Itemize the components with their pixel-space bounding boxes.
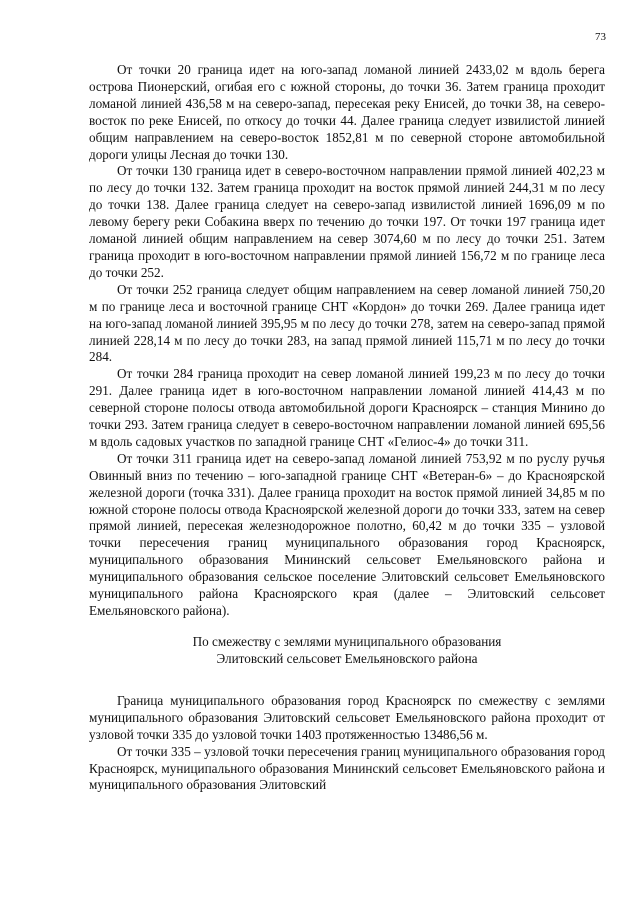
- paragraph: От точки 311 граница идет на северо-запад ломаной линией 753,92 м по руслу ручья Овинный вниз по течению – юго-западной границе СНТ «Ветеран-6» – до Красноярской железной дороги (точка 331). Далее граница проходит на восток прямой линией 34,85 м по южной стороне полосы отвода Красноярской железной дороги до точки 333, затем на север прямой линией, пересекая железнодорожное полотно, 60,42 м до точки 335 – узловой точки пересечения границ муниципального образования город Красноярск, муниципального образования Мининский сельсовет Емельяновского района и муниципального образования сельское поселение Элитовский сельсовет Емельяновского муниципального района Красноярского края (далее – Элитовский сельсовет Емельяновского района).: [89, 450, 605, 618]
- paragraph: Граница муниципального образования город Красноярск по смежеству с землями муниципального образования Элитовский сельсовет Емельяновского района проходит от узловой точки 335 до узловой точки 1403 протяженностью 13486,56 м.: [89, 692, 605, 742]
- section-heading: [89, 633, 605, 667]
- paragraph: От точки 130 граница идет в северо-восточном направлении прямой линией 402,23 м по лесу до точки 132. Затем граница проходит на восток прямой линией 244,31 м по лесу до точки 138. Далее граница следует на северо-запад извилистой линией 1696,09 м по левому берегу реки Собакина вверх по течению до точки 197. От точки 197 граница идет ломаной линией общим направлением на север 3074,60 м по лесу до точки 251. Затем граница проходит в юго-восточном направлении прямой линией 156,72 м по границе леса до точки 252.: [89, 163, 605, 280]
- section-heading-line-1: По смежеству с землями муниципального образования: [192, 633, 502, 649]
- paragraph: От точки 252 граница следует общим направлением на север ломаной линией 750,20 м по границе леса и восточной границе СНТ «Кордон» до точки 269. Далее граница идет на юго-запад ломаной линией 395,95 м по лесу до точки 278, затем на северо-запад прямой линией 228,14 м по лесу до точки 283, на запад прямой линией 115,71 м по лесу до точки 284.: [89, 281, 605, 365]
- paragraph: От точки 335 – узловой точки пересечения границ муниципального образования город Красноярск, муниципального образования Мининский сельсовет Емельяновского района и муниципального образования Элитовский: [89, 743, 605, 793]
- page-number: 73: [595, 31, 606, 43]
- document-body: [89, 62, 605, 794]
- paragraph: От точки 284 граница проходит на север ломаной линией 199,23 м по лесу до точки 291. Далее граница идет в юго-восточном направлении ломаной линией 414,43 м по северной стороне полосы отвода автомобильной дороги Красноярск – станция Минино до точки 293. Затем граница следует в северо-восточном направлении ломаной линией 695,56 м вдоль садовых участков по западной границе СНТ «Гелиос-4» до точки 311.: [89, 366, 605, 449]
- paragraph: От точки 20 граница идет на юго-запад ломаной линией 2433,02 м вдоль берега острова Пионерский, огибая его с южной стороны, до точки 36. Затем граница проходит ломаной линией 436,58 м на северо-запад, пересекая реку Енисей, до точки 38, на северо-восток по реке Енисей, по откосу до точки 44. Далее граница следует извилистой линией общим направлением на северо-восток 1852,81 м по северной стороне автомобильной дороги улицы Лесная до точки 130.: [89, 62, 605, 162]
- section-heading-line-2: Элитовский сельсовет Емельяновского района: [216, 650, 478, 666]
